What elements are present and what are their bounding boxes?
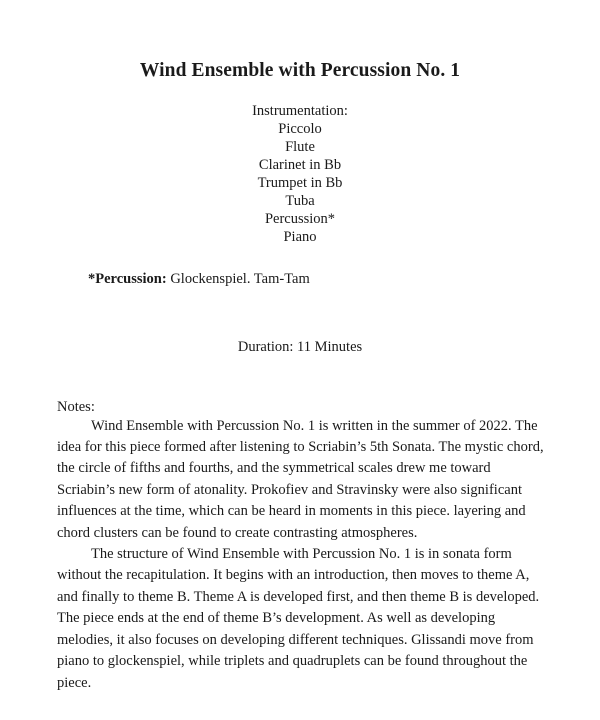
list-item: Tuba xyxy=(285,192,315,209)
list-item: Piano xyxy=(283,228,317,245)
list-item: Trumpet in Bb xyxy=(257,175,343,192)
list-item: Clarinet in Bb xyxy=(258,157,342,174)
percussion-footnote-label: *Percussion: xyxy=(88,270,167,287)
page-title: Wind Ensemble with Percussion No. 1 xyxy=(139,60,461,81)
notes-paragraph: The structure of Wind Ensemble with Percussion No. 1 is in sonata form without the recapitulation. It begins with an introduction, then moves to theme A, and finally to theme B. Theme A is developed first, and then theme B is developed. The piece ends at the end of theme B’s development. As well as developing melodies, it also focuses on developing different techniques. Glissandi move from piano to glockenspiel, while triplets and quadruplets can be found throughout the piece. xyxy=(57,546,540,691)
list-item: Percussion* xyxy=(264,210,336,227)
percussion-footnote-text: Glockenspiel. Tam-Tam xyxy=(166,270,310,287)
list-item: Flute xyxy=(285,139,315,156)
notes-heading: Notes: xyxy=(57,398,95,415)
list-item: Piccolo xyxy=(278,121,322,138)
instrumentation-heading: Instrumentation: xyxy=(252,103,348,120)
notes-paragraph: Wind Ensemble with Percussion No. 1 is written in the summer of 2022. The idea for this piece formed after listening to Scriabin’s 5th Sonata. The mystic chord, the circle of fifths and fourths, and the symmetrical scales drew me toward Scriabin’s new form of atonality. Prokofiev and Stravinsky were also significant influences at the time, which can be heard in moments in this piece. layering and chord clusters can be found to create contrasting atmospheres. xyxy=(57,417,544,541)
percussion-footnote xyxy=(0,247,600,288)
instrumentation-list xyxy=(0,82,600,246)
duration-line: Duration: 11 Minutes xyxy=(237,338,363,355)
notes-section xyxy=(0,356,600,694)
